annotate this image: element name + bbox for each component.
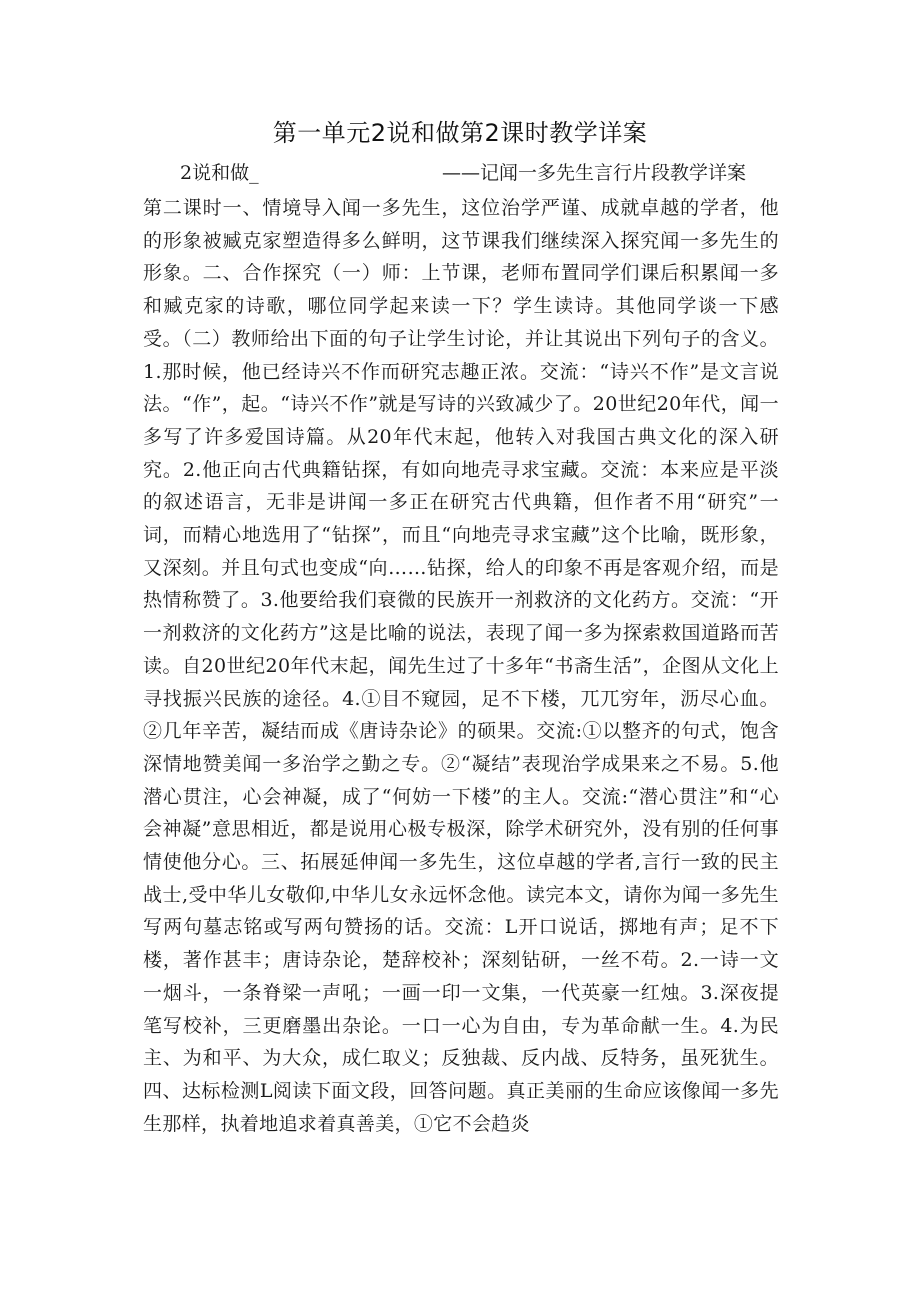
subtitle-description: ——记闻一多先生言行片段教学详案 <box>442 162 747 184</box>
subtitle-lesson: 2说和做_ <box>180 162 259 184</box>
document-body <box>143 192 779 1140</box>
document-title: 第一单元2说和做第2课时教学详案 <box>272 119 648 147</box>
body-paragraph: 第二课时一、情境导入闻一多先生，这位治学严谨、成就卓越的学者，他的形象被臧克家塑造得多么鲜明，这节课我们继续深入探究闻一多先生的形象。二、合作探究（一）师：上节课，老师布置同学们课后积累闻一多和臧克家的诗歌，哪位同学起来读一下？学生读诗。其他同学谈一下感受。（二）教师给出下面的句子让学生讨论，并让其说出下列句子的含义。1.那时候，他已经诗兴不作而研究志趣正浓。交流：“诗兴不作”是文言说法。“作”，起。“诗兴不作”就是写诗的兴致减少了。20世纪20年代，闻一多写了许多爱国诗篇。从20年代末起，他转入对我国古典文化的深入研究。2.他正向古代典籍钻探，有如向地壳寻求宝藏。交流：本来应是平淡的叙述语言，无非是讲闻一多正在研究古代典籍，但作者不用“研究”一词，而精心地选用了“钻探”，而且“向地壳寻求宝藏”这个比喻，既形象，又深刻。并且句式也变成“向……钻探，给人的印象不再是客观介绍，而是热情称赞了。3.他要给我们衰微的民族开一剂救济的文化药方。交流：“开一剂救济的文化药方”这是比喻的说法，表现了闻一多为探索救国道路而苦读。自20世纪20年代末起，闻先生过了十多年“书斋生活”，企图从文化上寻找振兴民族的途径。4.①目不窥园，足不下楼，兀兀穷年，沥尽心血。②几年辛苦，凝结而成《唐诗杂论》的硕果。交流:①以整齐的句式，饱含深情地赞美闻一多治学之勤之专。②“凝结”表现治学成果来之不易。5.他潜心贯注，心会神凝，成了“何妨一下楼”的主人。交流:“潜心贯注”和“心会神凝”意思相近，都是说用心极专极深，除学术研究外，没有别的任何事情使他分心。三、拓展延伸闻一多先生，这位卓越的学者,言行一致的民主战士,受中华儿女敬仰,中华儿女永远怀念他。读完本文，请你为闻一多先生写两句墓志铭或写两句赞扬的话。交流：L开口说话，掷地有声；足不下楼，著作甚丰；唐诗杂论，楚辞校补；深刻钻研，一丝不苟。2.一诗一文一烟斗，一条脊梁一声吼；一画一印一文集，一代英豪一红烛。3.深夜提笔写校补，三更磨墨出杂论。一口一心为自由，专为革命献一生。4.为民主、为和平、为大众，成仁取义；反独裁、反内战、反特务，虽死犹生。四、达标检测L阅读下面文段，回答问题。真正美丽的生命应该像闻一多先生那样，执着地追求着真善美，①它不会趋炎 <box>143 197 779 1135</box>
